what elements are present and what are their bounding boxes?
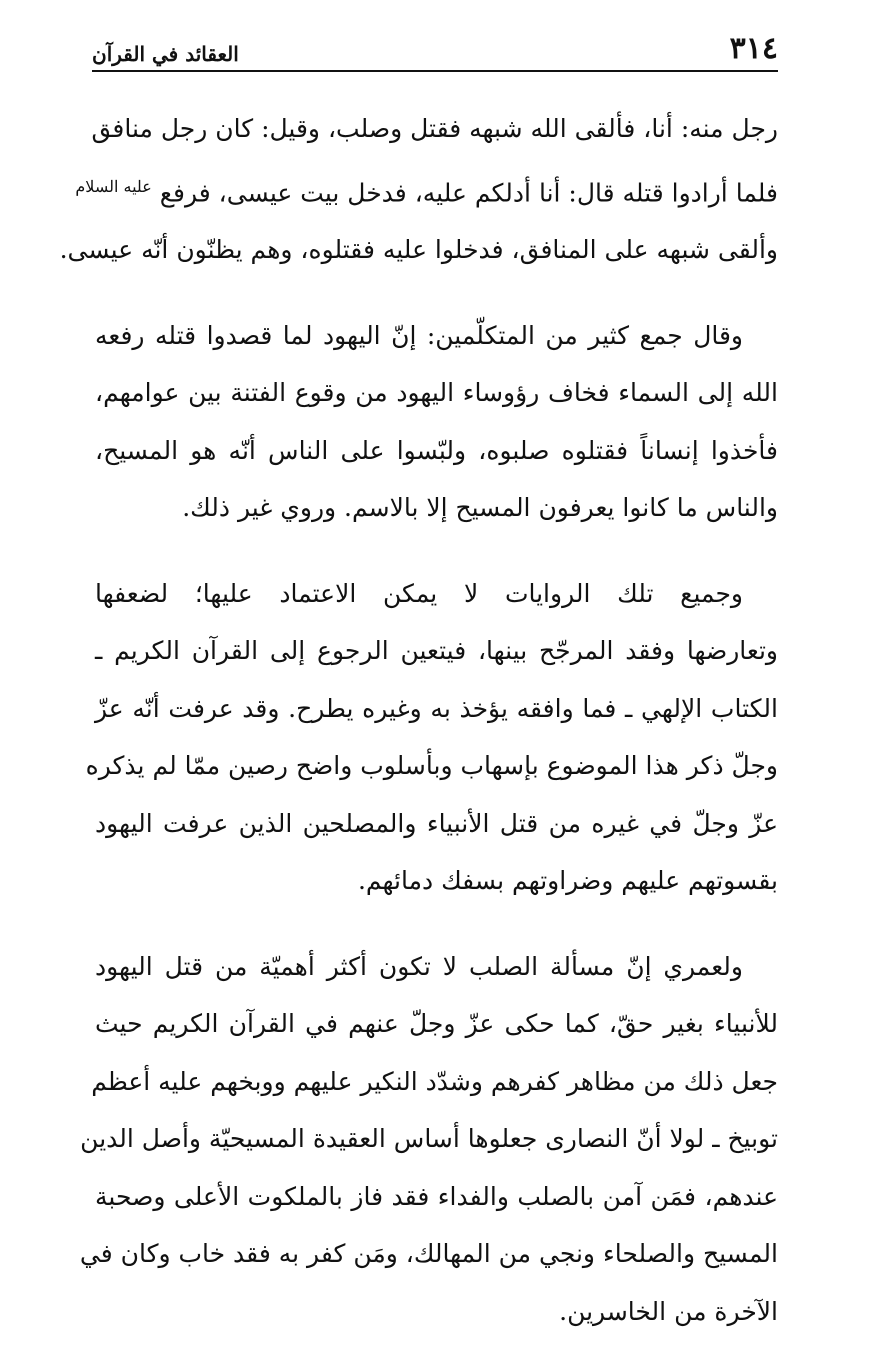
running-title: العقائد في القرآن: [92, 42, 239, 66]
text-line: فأخذوا إنساناً فقتلوه صلبوه، ولبّسوا على الناس أنّه هو المسيح،: [95, 435, 778, 465]
text-line: الكتاب الإلهي ـ فما وافقه يؤخذ به وغيره يطرح. وقد عرفت أنّه عزّ: [95, 693, 778, 723]
text-line: الله إلى السماء فخاف رؤوساء اليهود من وقوع الفتنة بين عوامهم،: [95, 378, 778, 408]
honorific-glyph: عليه السلام: [75, 176, 152, 196]
text-line: عندهم، فمَن آمن بالصلب والفداء فقد فاز بالملكوت الأعلى وصحبة: [95, 1181, 778, 1211]
text-line: بقسوتهم عليهم وضراوتهم بسفك دمائهم.: [357, 866, 778, 896]
paragraph-3: [85, 565, 778, 910]
text-line: وتعارضها وفقد المرجّح بينها، فيتعين الرجوع إلى القرآن الكريم ـ: [95, 636, 778, 666]
body-text: [59, 100, 778, 1368]
text-line: توبيخ ـ لولا أنّ النصارى جعلوها أساس العقيدة المسيحيّة وأصل الدين: [80, 1124, 778, 1154]
text-line: وجميع تلك الروايات لا يمكن الاعتماد عليها؛ لضعفها: [95, 578, 743, 608]
text-line: للأنبياء بغير حقّ، كما حكى عزّ وجلّ عنهم في القرآن الكريم حيث: [95, 1009, 778, 1039]
page-header: [92, 22, 778, 72]
text-line: جعل ذلك من مظاهر كفرهم وشدّد النكير عليهم ووبخهم عليه أعظم: [91, 1066, 778, 1096]
text-line: وألقى شبهه على المنافق، فدخلوا عليه فقتلوه، وهم يظنّون أنّه عيسى.: [59, 235, 778, 265]
text-line-content: فلما أرادوا قتله قال: أنا أدلكم عليه، فدخل بيت عيسى، فرفع: [159, 177, 778, 207]
text-line: الآخرة من الخاسرين.: [559, 1296, 778, 1326]
text-line: والناس ما كانوا يعرفون المسيح إلا بالاسم. وروي غير ذلك.: [182, 493, 778, 523]
paragraph-4: [79, 938, 778, 1341]
text-line: وجلّ ذكر هذا الموضوع بإسهاب وبأسلوب واضح رصين ممّا لم يذكره: [85, 751, 778, 781]
text-line: رجل منه: أنا، فألقى الله شبهه فقتل وصلب، وقيل: كان رجل منافق: [91, 114, 778, 143]
page-number: ٣١٤: [729, 31, 778, 66]
text-line: عزّ وجلّ في غيره من قتل الأنبياء والمصلحين الذين عرفت اليهود: [95, 808, 778, 838]
text-line: وقال جمع كثير من المتكلّمين: إنّ اليهود لما قصدوا قتله رفعه: [95, 320, 743, 350]
text-line: ولعمري إنّ مسألة الصلب لا تكون أكثر أهميّة من قتل اليهود: [95, 951, 743, 981]
paragraph-2: [95, 307, 778, 537]
text-line: [75, 158, 778, 222]
text-line: المسيح والصلحاء ونجي من المهالك، ومَن كفر به فقد خاب وكان في: [79, 1239, 778, 1269]
paragraph-1: [59, 100, 778, 279]
